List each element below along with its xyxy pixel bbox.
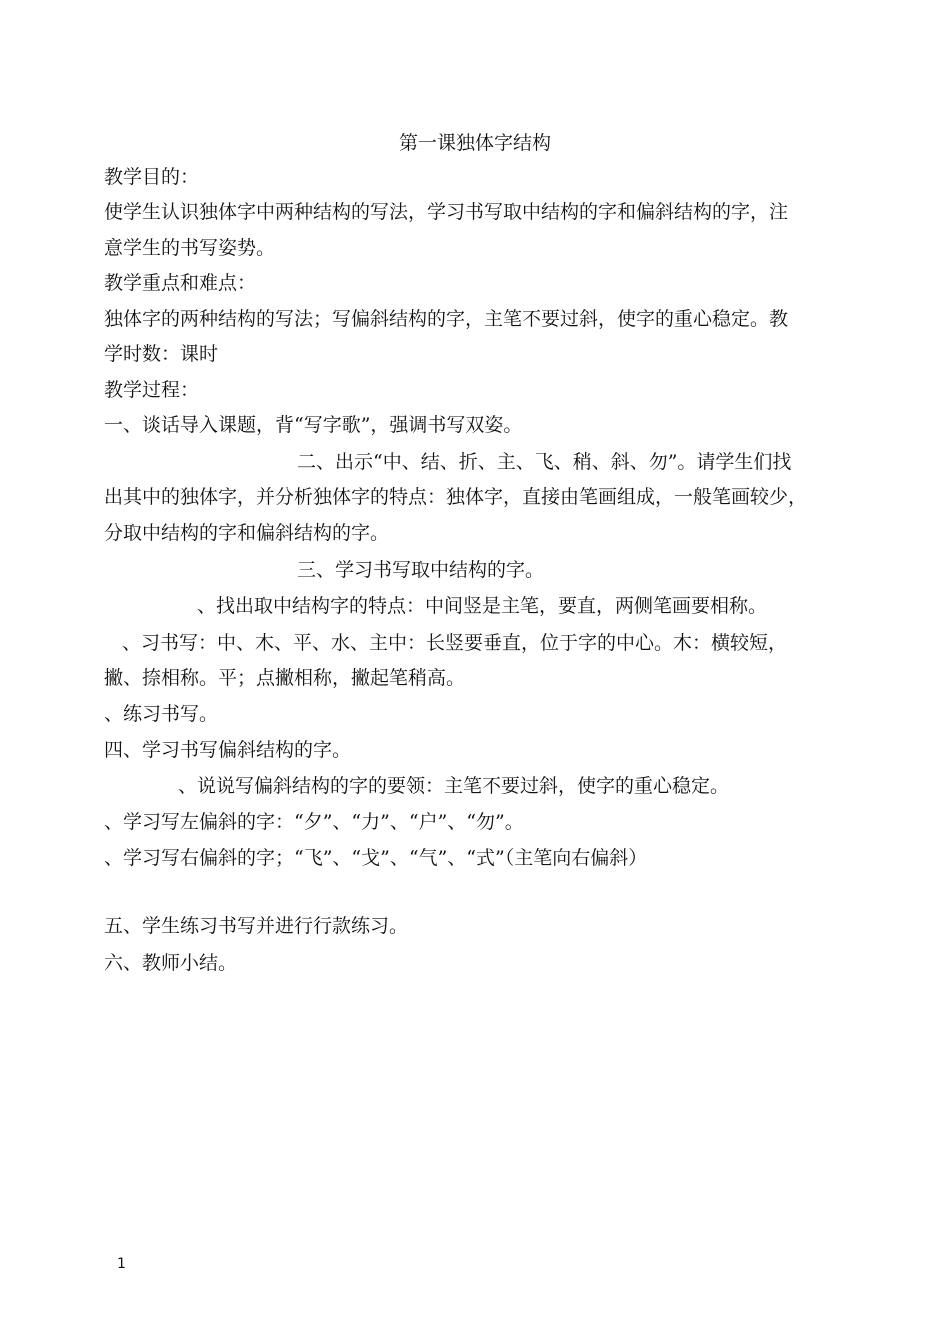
paragraph-line: 学时数：课时: [104, 343, 219, 365]
sub-step-line: 、练习书写。: [104, 703, 219, 725]
step-line: 六、教师小结。: [104, 952, 238, 974]
step-line: 二、出示“中、结、折、主、飞、稍、斜、勿”。请学生们找: [297, 451, 792, 473]
step-line: 三、学习书写取中结构的字。: [297, 559, 545, 581]
section-heading-objectives: 教学目的：: [104, 166, 200, 188]
sub-step-line: 、习书写：中、木、平、水、主中：长竖要垂直，位于字的中心。木：横较短，: [122, 632, 788, 654]
section-heading-process: 教学过程：: [104, 379, 200, 401]
section-heading-key-points: 教学重点和难点：: [104, 272, 257, 294]
paragraph-line: 撇、捺相称。平；点撇相称，撇起笔稍高。: [104, 667, 466, 689]
step-line: 一、谈话导入课题，背“写字歌”，强调书写双姿。: [104, 414, 523, 436]
paragraph-line: 意学生的书写姿势。: [104, 237, 276, 259]
sub-step-line: 、说说写偏斜结构的字的要领：主笔不要过斜，使字的重心稳定。: [178, 775, 730, 797]
document-title: 第一课独体字结构: [398, 132, 551, 154]
sub-step-line: 、学习写右偏斜的字；“飞”、“戈”、“气”、“式”（主笔向右偏斜）: [104, 847, 648, 869]
paragraph-line: 使学生认识独体字中两种结构的写法，学习书写取中结构的字和偏斜结构的字，注: [104, 201, 789, 223]
sub-step-line: 、学习写左偏斜的字：“夕”、“力”、“户”、“勿”。: [104, 811, 524, 833]
step-line: 五、学生练习书写并进行行款练习。: [104, 915, 409, 937]
step-line: 四、学习书写偏斜结构的字。: [104, 739, 352, 761]
paragraph-line: 出其中的独体字，并分析独体字的特点：独体字，直接由笔画组成，一般笔画较少，: [104, 486, 808, 508]
page-number: 1: [117, 1256, 126, 1272]
sub-step-line: 、找出取中结构字的特点：中间竖是主笔，要直，两侧笔画要相称。: [197, 595, 768, 617]
paragraph-line: 独体字的两种结构的写法；写偏斜结构的字，主笔不要过斜，使字的重心稳定。教: [104, 308, 789, 330]
paragraph-line: 分取中结构的字和偏斜结构的字。: [104, 522, 390, 544]
